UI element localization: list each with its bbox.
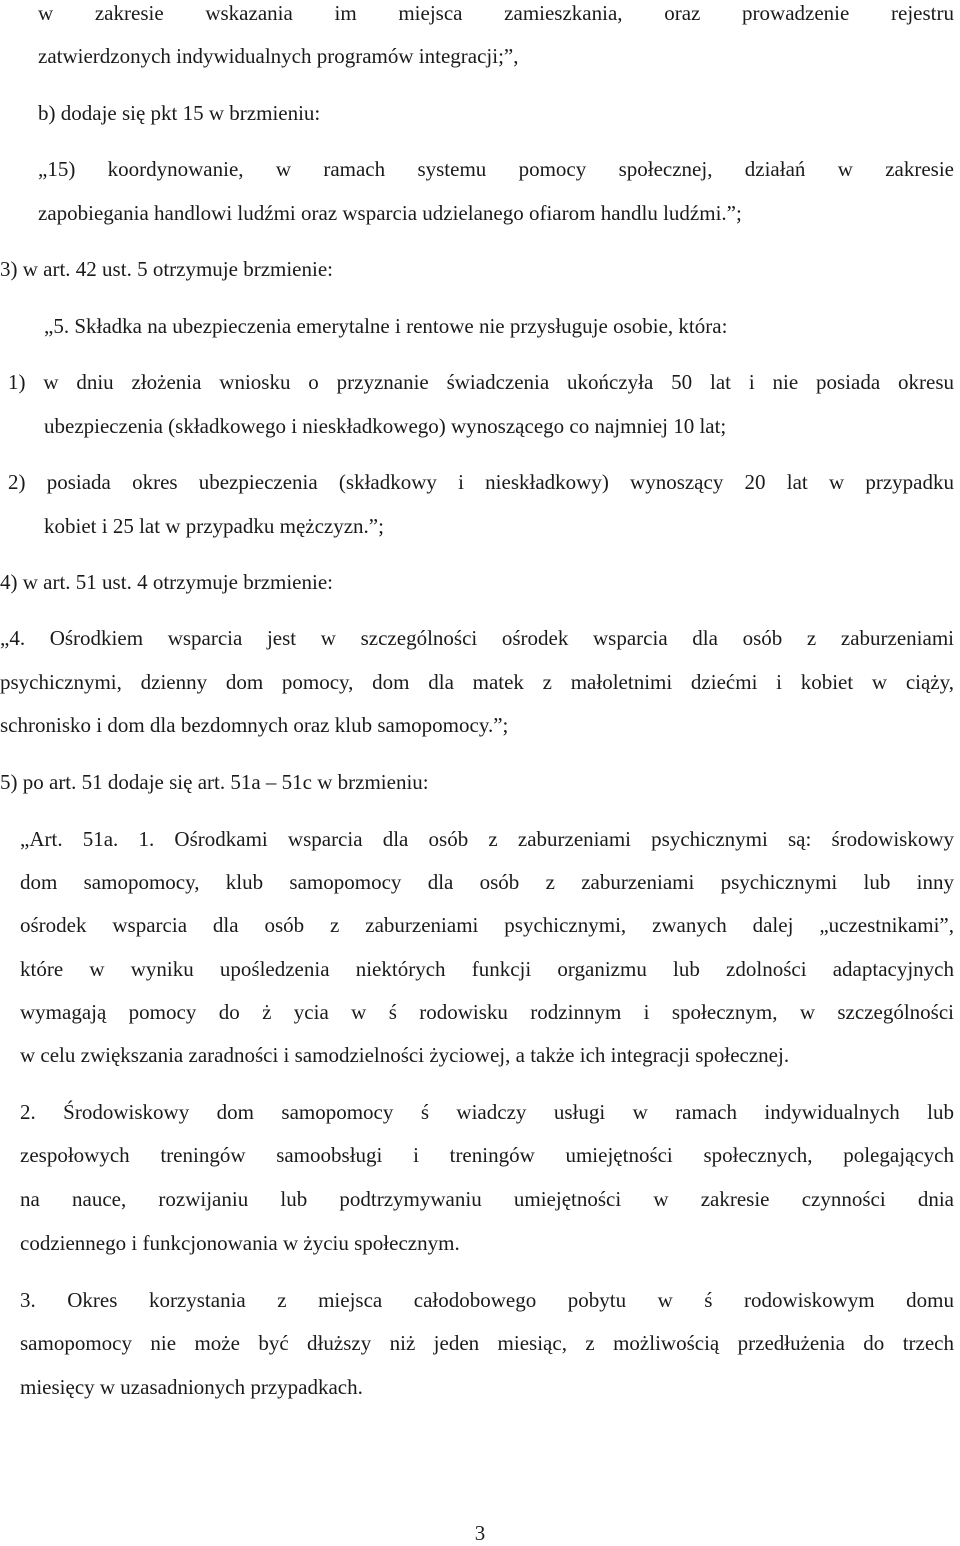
text-line: kobiet i 25 lat w przypadku mężczyzn.”; [44,514,384,538]
text-line: w celu zwiększania zaradności i samodzielności życiowej, a także ich integracji społecznej. [20,1043,790,1067]
page-number: 3 [474,1521,486,1545]
text-line: „5. Składka na ubezpieczenia emerytalne i rentowe nie przysługuje osobie, która: [44,314,728,338]
text-line: „Art. 51a. 1. Ośrodkami wsparcia dla osób z zaburzeniami psychicznymi są: środowiskowy [20,827,954,851]
text-line: w zakresie wskazania im miejsca zamieszkania, oraz prowadzenie rejestru [38,1,954,25]
text-line: ośrodek wsparcia dla osób z zaburzeniami psychicznymi, zwanych dalej „uczestnikami”, [20,913,954,937]
text-line: „4. Ośrodkiem wsparcia jest w szczególności ośrodek wsparcia dla osób z zaburzeniami [0,626,954,650]
text-line: samopomocy nie może być dłuższy niż jeden miesiąc, z możliwością przedłużenia do trzech [20,1331,954,1355]
text-line: 5) po art. 51 dodaje się art. 51a – 51c w brzmieniu: [0,770,429,794]
text-line: 3. Okres korzystania z miejsca całodobowego pobytu w ś rodowiskowym domu [20,1288,954,1312]
text-line: zespołowych treningów samoobsługi i treningów umiejętności społecznych, polegających [20,1143,954,1167]
text-line: codziennego i funkcjonowania w życiu społecznym. [20,1231,460,1255]
text-line: schronisko i dom dla bezdomnych oraz klub samopomocy.”; [0,713,509,737]
text-line: 3) w art. 42 ust. 5 otrzymuje brzmienie: [0,257,333,281]
text-line: 4) w art. 51 ust. 4 otrzymuje brzmienie: [0,570,333,594]
text-line: które w wyniku upośledzenia niektórych funkcji organizmu lub zdolności adaptacyjnych [20,957,954,981]
text-line: wymagają pomocy do ż ycia w ś rodowisku rodzinnym i społecznym, w szczególności [20,1000,954,1024]
text-line: b) dodaje się pkt 15 w brzmieniu: [38,101,321,125]
text-line: 1) w dniu złożenia wniosku o przyznanie świadczenia ukończyła 50 lat i nie posiada okresu [8,370,954,394]
text-line: miesięcy w uzasadnionych przypadkach. [20,1375,363,1399]
text-line: ubezpieczenia (składkowego i nieskładkowego) wynoszącego co najmniej 10 lat; [44,414,727,438]
text-line: „15) koordynowanie, w ramach systemu pomocy społecznej, działań w zakresie [38,157,954,181]
text-line: zatwierdzonych indywidualnych programów integracji;”, [38,44,519,68]
text-line: zapobiegania handlowi ludźmi oraz wsparcia udzielanego ofiarom handlu ludźmi.”; [38,201,742,225]
text-line: na nauce, rozwijaniu lub podtrzymywaniu umiejętności w zakresie czynności dnia [20,1187,954,1211]
text-line: psychicznymi, dzienny dom pomocy, dom dla matek z małoletnimi dziećmi i kobiet w ciąży, [0,670,954,694]
text-line: 2) posiada okres ubezpieczenia (składkowy i nieskładkowy) wynoszący 20 lat w przypadku [8,470,954,494]
text-line: dom samopomocy, klub samopomocy dla osób z zaburzeniami psychicznymi lub inny [20,870,954,894]
text-line: 2. Środowiskowy dom samopomocy ś wiadczy usługi w ramach indywidualnych lub [20,1100,954,1124]
